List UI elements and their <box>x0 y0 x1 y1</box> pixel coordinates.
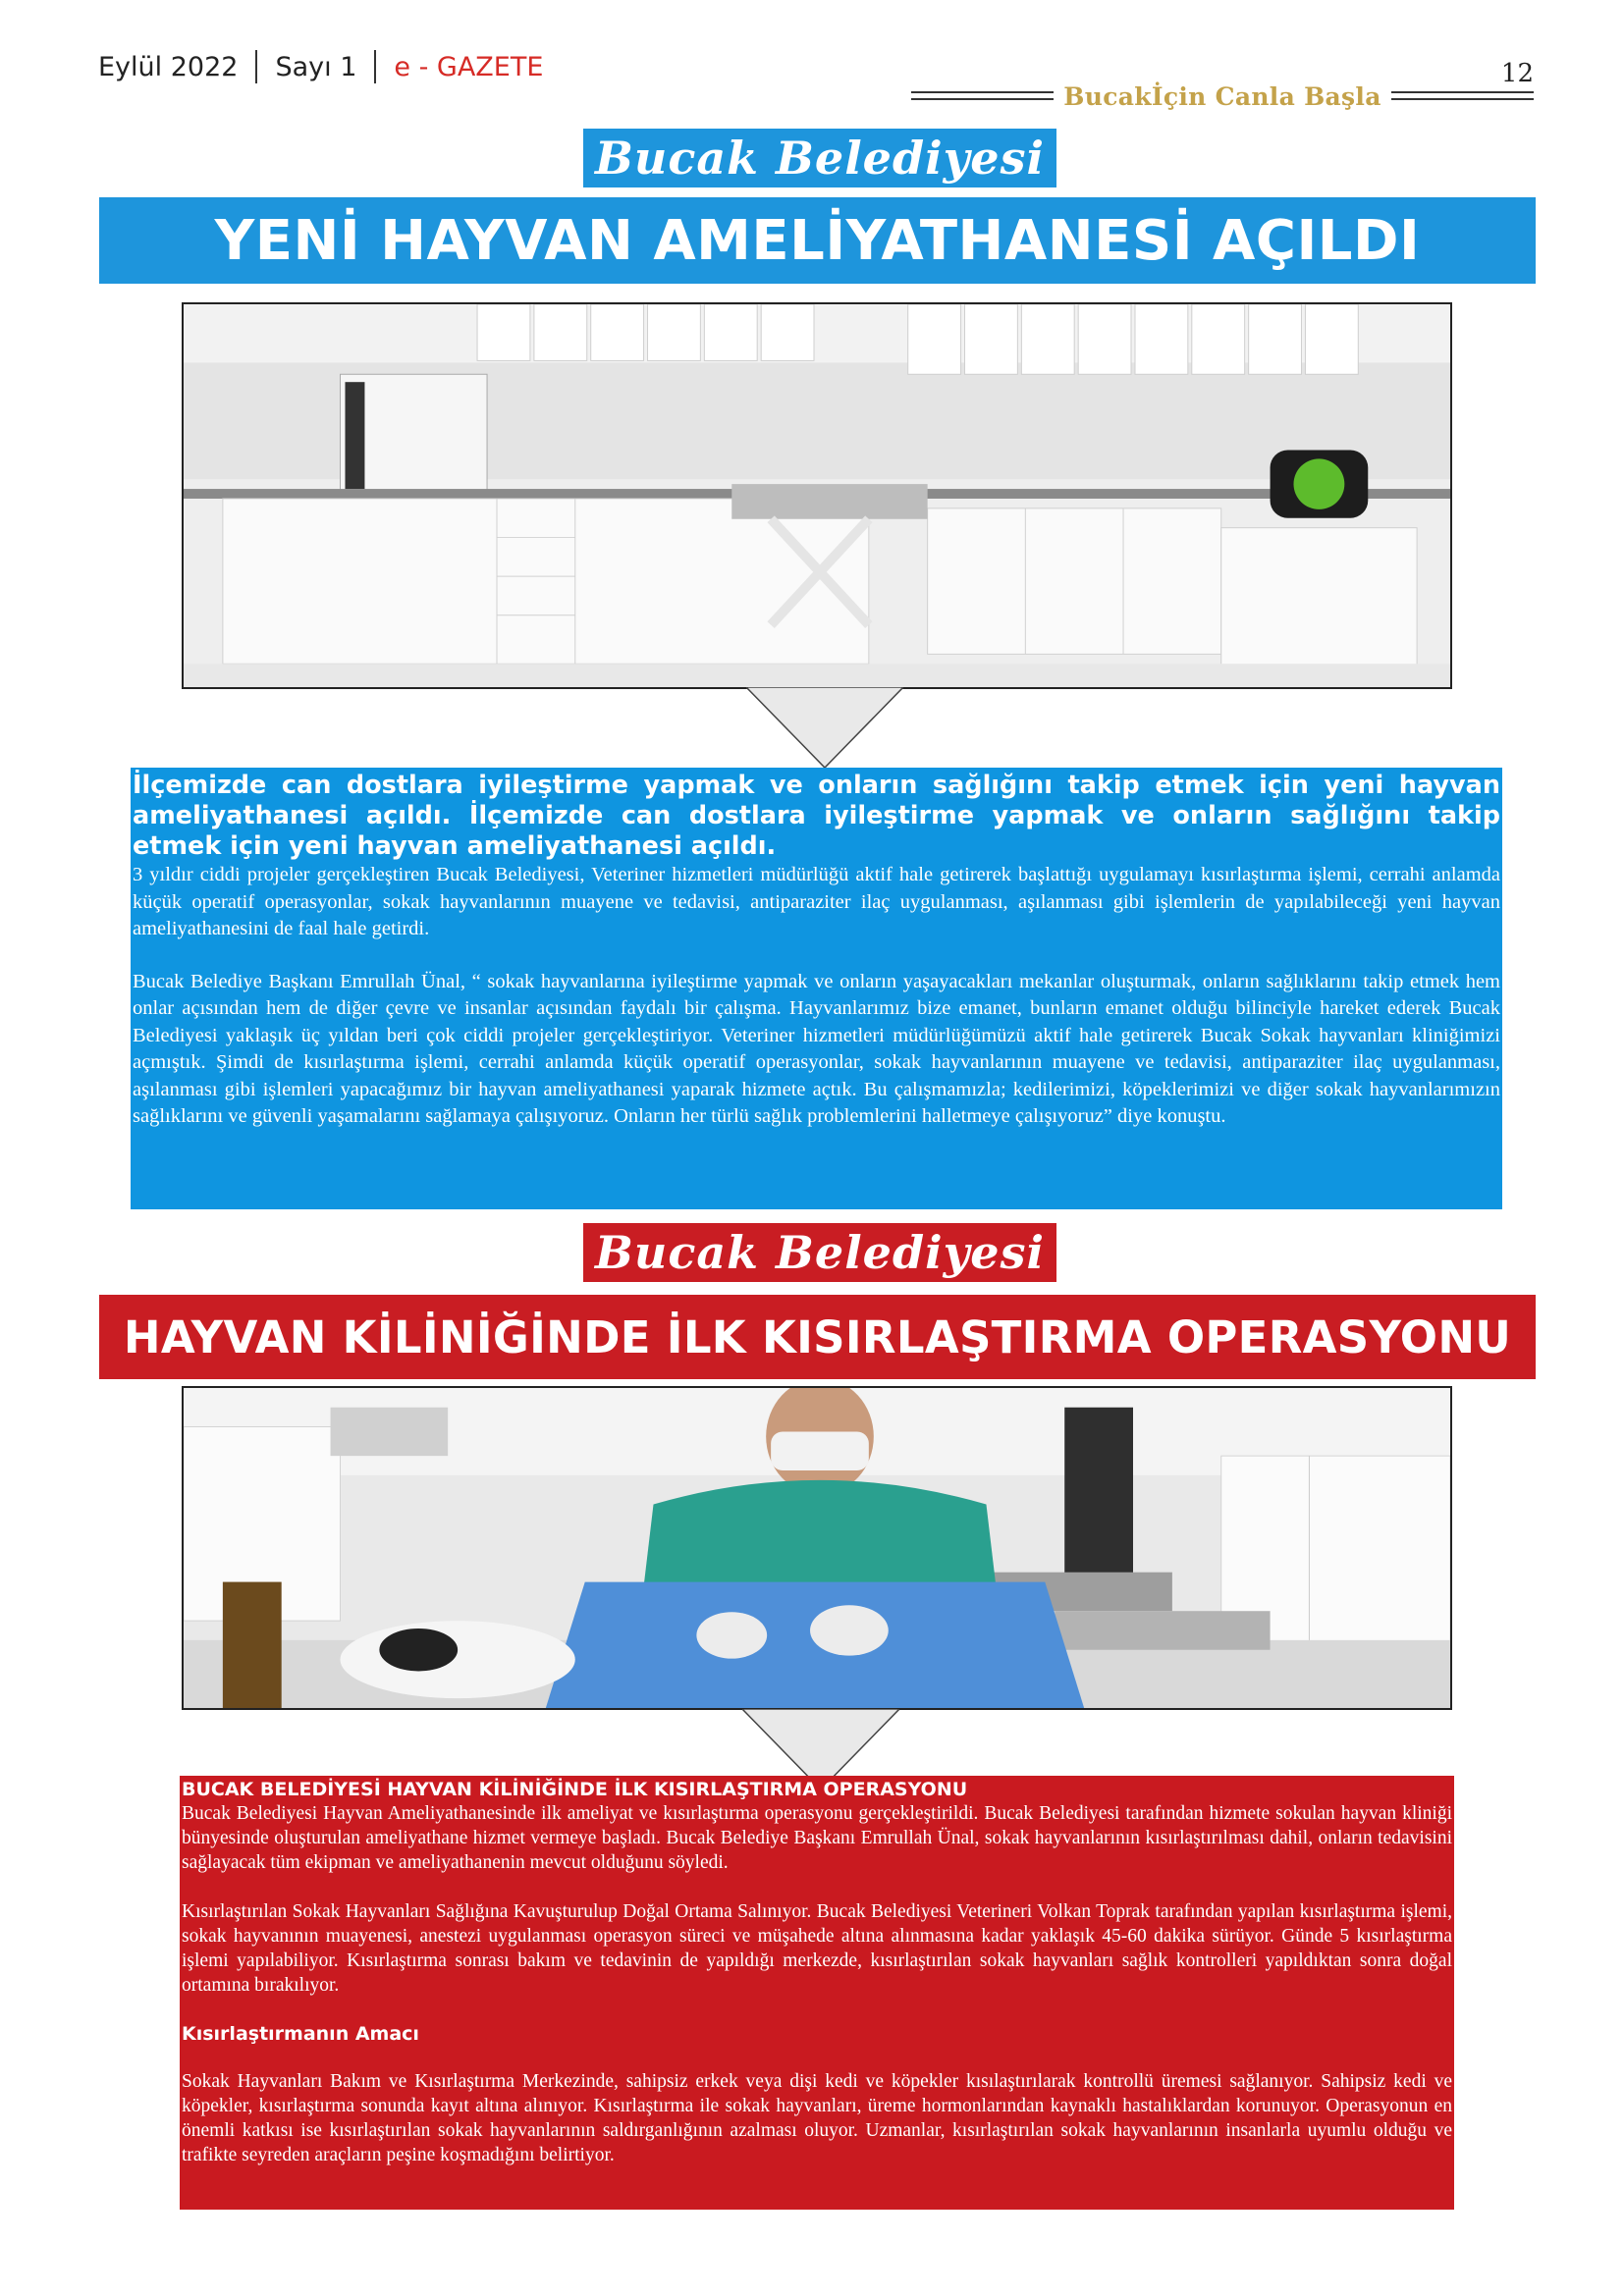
operating-room-photo <box>182 302 1452 689</box>
headline-bar <box>99 1295 1536 1379</box>
article-subhead: BUCAK BELEDİYESİ HAYVAN KİLİNİĞİNDE İLK KISIRLAŞTIRMA OPERASYONU <box>182 1779 968 1800</box>
page-number: 12 <box>1500 59 1534 88</box>
article-paragraph: 3 yıldır ciddi projeler gerçekleştiren Bucak Belediyesi, Veteriner hizmetleri müdürlüğü aktif hale getirerek başlattığı uygulamayı kısırlaştırma işlemi, cerrahi anlamda küçük operatif operasyonlar, sokak hayvanlarının muayene ve tedavisi, antiparaziter ilaç uygulanması, aşılanması gibi işlemlerin de yapılabileceği yeni hayvan ameliyathanesini de faal hale getirdi. <box>133 864 1500 939</box>
callout-pointer <box>746 687 903 770</box>
section-subhead: Kısırlaştırmanın Amacı <box>182 2023 419 2045</box>
article-box <box>180 1776 1454 2210</box>
article-paragraph: Bucak Belediye Başkanı Emrullah Ünal, “ sokak hayvanlarına iyileştirme yapmak ve onların yaşayacakları mekanlar oluşturmak, onların sağlıklarını takip etmek hem onlar açısından hem de diğer çevre ve insanlar açısından faydalı bir çalışma. Hayvanlarımız bize emanet, bunların emanet olduğu bilinciyle hareket ederek Bucak Belediyesi yaklaşık üç yıldan beri çok ciddi projeler gerçekleştiriyor. Veteriner hizmetleri müdürlüğümüzü aktif hale getirerek Bucak Sokak hayvanları kliniğimizi açmıştık. Şimdi de kısırlaştırma işlemi, cerrahi anlamda küçük operatif operasyonlar, sokak hayvanlarının muayene ve tedavisi, antiparaziter ilaç uygulanması, aşılanması gibi işlemleri yapacağımız bir hayvan ameliyathanesi yaparak hizmete açtık. Bu çalışmamızla; kedilerimizi, köpeklerimizi ve diğer sokak hayvanlarımızın sağlıklarını ve güvenli yaşamalarını sağlamaya çalışıyoruz. Onların her türlü sağlık problemlerini halletmeye çalışıyoruz” diye konuştu. <box>133 970 1500 1127</box>
headline: YENİ HAYVAN AMELİYATHANESİ AÇILDI <box>214 208 1421 273</box>
article-paragraph: Bucak Belediyesi Hayvan Ameliyathanesinde ilk ameliyat ve kısırlaştırma operasyonu gerçekleştirildi. Bucak Belediyesi tarafından hizmete sokulan hayvan kliniği bünyesinde oluşturulan ameliyathane hizmet vermeye başladı. Bucak Belediye Başkanı Emrullah Ünal, sokak hayvanlarının kısırlaştırılması dahil, onların tedavisini sağlayacak tüm ekipman ve ameliyathanenin mevcut olduğunu söyledi. <box>182 1803 1452 1873</box>
article-paragraph: Kısırlaştırılan Sokak Hayvanları Sağlığına Kavuşturulup Doğal Ortama Salınıyor. Bucak Belediyesi Veterineri Volkan Toprak tarafından yapılan kısırlaştırma işlemi, sokak hayvanının muayenesi, anestezi uygulanması operasyon süreci ve müşahede altına alınmasına kadar yaklaşık 45-60 dakika sürüyor. Günde 5 kısırlaştırma işlemi yapılabiliyor. Kısırlaştırma sonrası bakım ve tedavinin de yapıldığı merkezde, kısırlaştırılan sokak hayvanları sağlık kontrolleri yapıldıktan sonra doğal ortamına bırakılıyor. <box>182 1901 1452 1996</box>
article-paragraph: Sokak Hayvanları Bakım ve Kısırlaştırma Merkezinde, sahipsiz erkek veya dişi kedi ve köpekler kısılaştırılarak kontrollü üremesi sağlanıyor. Sahipsiz kedi ve köpekler, kısırlaştırma sonunda kayıt altına alınıyor. Kısırlaştırma ile sokak hayvanları, üreme hormonlarından kaynaklı hastalıklardan korunuyor. Operasyonun en önemli katkısı ise kısırlaştırılan sokak hayvanlarının saldırganlığının azalması oluyor. Uzmanlar, kısırlaştırılan sokak hayvanlarının insanlarla uyumlu olduğu ve trafikte seyreden araçların peşine koşmadığını belirtiyor. <box>182 2071 1452 2165</box>
divider <box>255 50 257 83</box>
issue-date: Eylül 2022 <box>98 51 239 82</box>
article-lede: İlçemizde can dostlara iyileştirme yapmak ve onların sağlığını takip etmek için yeni hayvan ameliyathanesi açıldı. İlçemizde can dostlara iyileştirme yapmak ve onların sağlığını takip etmek için yeni hayvan ameliyathanesi açıldı. <box>133 771 1500 861</box>
surgery-photo <box>182 1386 1452 1710</box>
issue-number: Sayı 1 <box>275 51 357 82</box>
divider <box>374 50 376 83</box>
article-box <box>131 768 1502 1209</box>
municipality-badge: Bucak Belediyesi <box>583 129 1056 187</box>
masthead <box>98 49 543 84</box>
headline: HAYVAN KİLİNİĞİNDE İLK KISIRLAŞTIRMA OPERASYONU <box>123 1310 1512 1363</box>
headline-bar <box>99 197 1536 284</box>
municipality-badge: Bucak Belediyesi <box>583 1223 1056 1282</box>
edition-label: e - GAZETE <box>394 51 544 82</box>
slogan: Bucakİçin Canla Başla <box>911 82 1534 111</box>
